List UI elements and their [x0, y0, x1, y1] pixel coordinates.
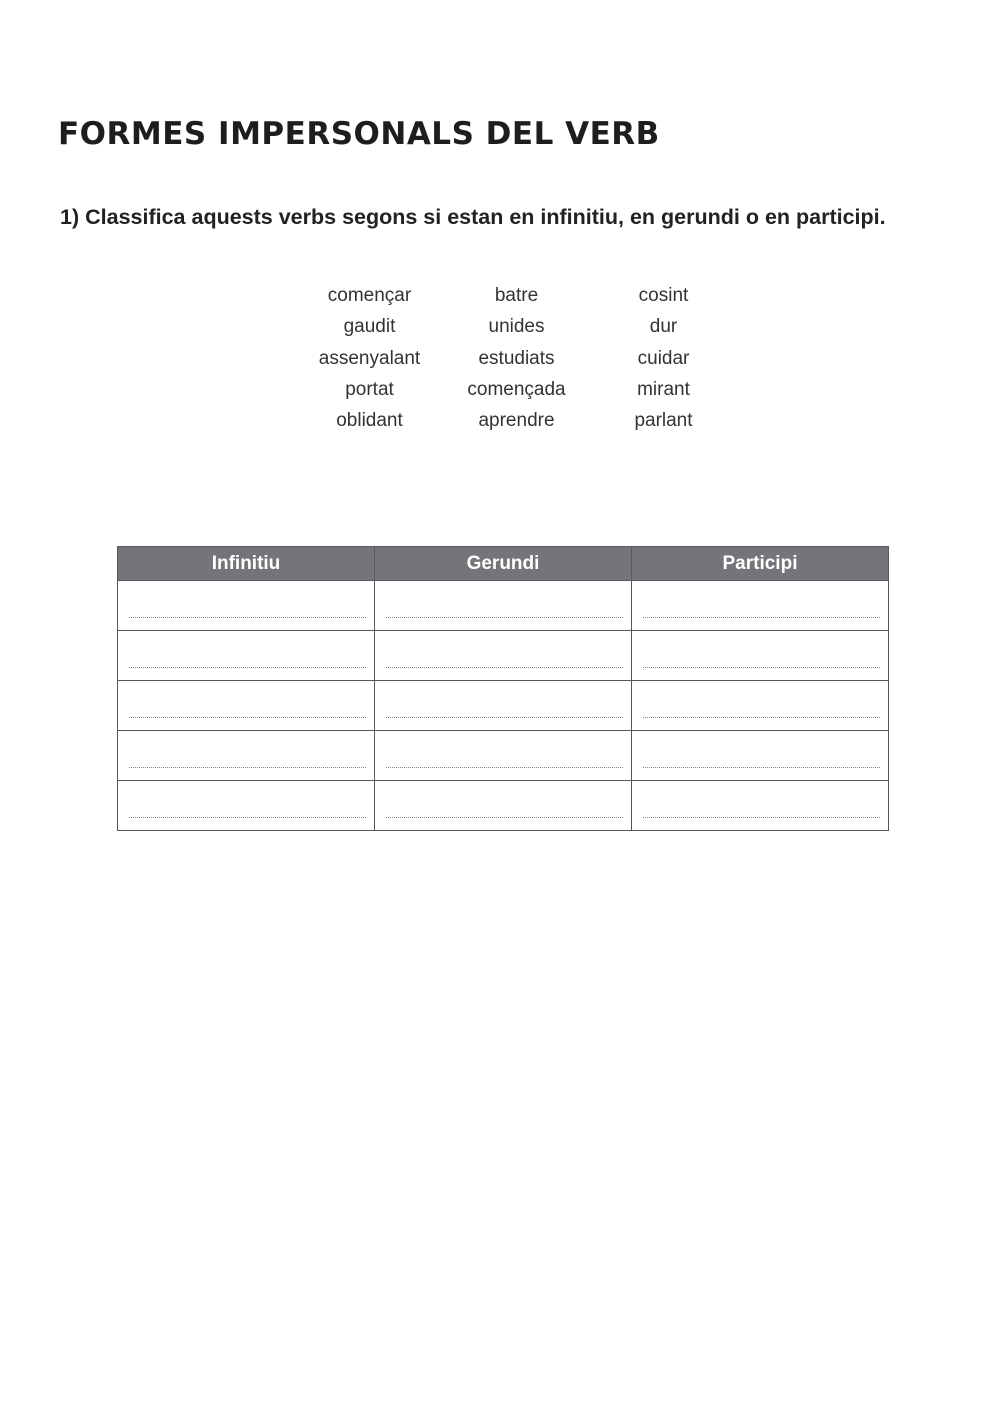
word-item: cosint — [638, 285, 689, 306]
answer-cell[interactable] — [118, 731, 375, 781]
dotted-answer-line — [386, 717, 623, 718]
word-item: dur — [649, 316, 678, 338]
header-infinitiu: Infinitiu — [118, 547, 375, 581]
answer-cell[interactable] — [632, 631, 889, 681]
answer-cell[interactable] — [632, 681, 889, 731]
dotted-answer-line — [386, 667, 623, 668]
table-row — [118, 631, 889, 681]
dotted-answer-line — [129, 617, 366, 618]
answer-cell[interactable] — [375, 631, 632, 681]
dotted-answer-line — [386, 617, 623, 618]
dotted-answer-line — [129, 717, 366, 718]
table-row — [118, 681, 889, 731]
word-item: unides — [488, 316, 545, 338]
word-item: assenyalant — [318, 347, 421, 369]
dotted-answer-line — [129, 667, 366, 668]
word-item: estudiats — [478, 347, 555, 369]
page-title: FORMES IMPERSONALS DEL VERB — [58, 116, 660, 152]
answer-cell[interactable] — [632, 731, 889, 781]
answer-cell[interactable] — [375, 731, 632, 781]
answer-cell[interactable] — [118, 681, 375, 731]
answer-cell[interactable] — [118, 631, 375, 681]
exercise-instruction — [60, 205, 886, 230]
word-item: mirant — [637, 378, 690, 400]
dotted-answer-line — [129, 767, 366, 768]
header-participi: Participi — [632, 547, 889, 581]
word-item: oblidant — [336, 410, 403, 432]
word-item: aprendre — [478, 410, 555, 432]
table-row — [118, 781, 889, 831]
dotted-answer-line — [643, 667, 880, 668]
word-item: gaudit — [343, 316, 396, 338]
dotted-answer-line — [129, 817, 366, 818]
exercise-number: 1) — [60, 205, 80, 229]
classification-table — [117, 546, 889, 831]
word-bank — [296, 282, 736, 438]
table-header-row — [118, 547, 889, 581]
answer-cell[interactable] — [118, 781, 375, 831]
answer-cell[interactable] — [118, 581, 375, 631]
answer-cell[interactable] — [375, 781, 632, 831]
exercise-text: Classifica aquests verbs segons si estan en infinitiu, en gerundi o en participi. — [85, 205, 886, 229]
table-row — [118, 731, 889, 781]
answer-cell[interactable] — [632, 581, 889, 631]
table-row — [118, 581, 889, 631]
answer-cell[interactable] — [375, 581, 632, 631]
word-item: començar — [327, 285, 412, 306]
dotted-answer-line — [386, 767, 623, 768]
answer-cell[interactable] — [632, 781, 889, 831]
dotted-answer-line — [643, 767, 880, 768]
table-body — [118, 581, 889, 831]
dotted-answer-line — [643, 617, 880, 618]
word-item: batre — [494, 285, 539, 306]
dotted-answer-line — [643, 717, 880, 718]
word-item: cuidar — [637, 347, 690, 369]
word-item: parlant — [634, 410, 693, 432]
word-item: començada — [467, 378, 566, 400]
word-item: portat — [345, 378, 394, 400]
header-gerundi: Gerundi — [375, 547, 632, 581]
dotted-answer-line — [643, 817, 880, 818]
answer-cell[interactable] — [375, 681, 632, 731]
dotted-answer-line — [386, 817, 623, 818]
